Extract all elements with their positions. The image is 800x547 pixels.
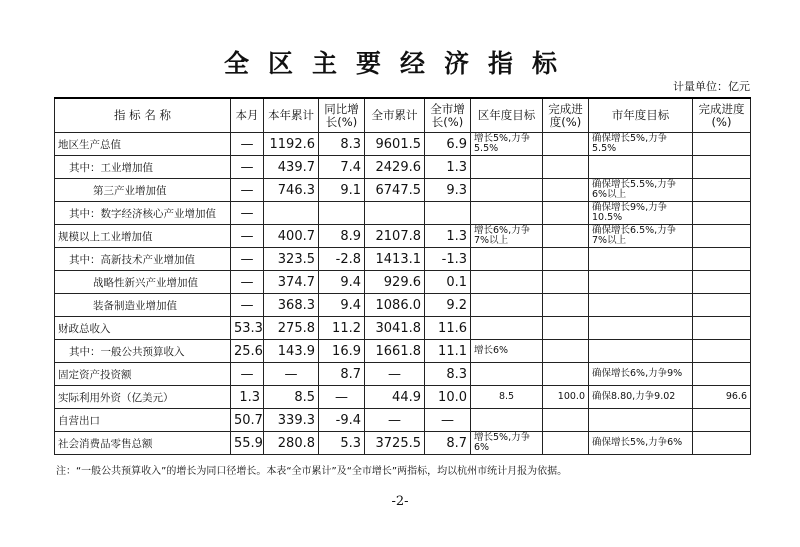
- header-cell: 本年累计: [264, 98, 319, 133]
- header-cell: 市年度目标: [589, 98, 693, 133]
- unit-label: 计量单位：亿元: [673, 80, 750, 93]
- table-cell: 1086.0: [365, 294, 425, 317]
- table-cell: 1.3: [231, 386, 264, 409]
- table-cell: 3041.8: [365, 317, 425, 340]
- table-cell: —: [231, 225, 264, 248]
- table-cell: [471, 363, 543, 386]
- table-row: [55, 248, 751, 271]
- table-cell: [319, 202, 365, 225]
- table-cell: 8.7: [319, 363, 365, 386]
- table-cell: [543, 248, 589, 271]
- table-cell: 8.9: [319, 225, 365, 248]
- table-cell: -1.3: [425, 248, 471, 271]
- table-cell: 55.9: [231, 432, 264, 455]
- table-cell: -2.8: [319, 248, 365, 271]
- header-cell: 完成进度(%): [693, 98, 751, 133]
- table-cell: 确保增长9%,力争10.5%: [589, 202, 693, 225]
- table-cell: [543, 409, 589, 432]
- table-cell: [471, 409, 543, 432]
- table-cell: [543, 271, 589, 294]
- indicator-name: 第三产业增加值: [55, 179, 231, 202]
- table-cell: 280.8: [264, 432, 319, 455]
- indicator-name: 实际利用外资（亿美元）: [55, 386, 231, 409]
- table-cell: 16.9: [319, 340, 365, 363]
- indicator-name: 战略性新兴产业增加值: [55, 271, 231, 294]
- table-cell: [589, 248, 693, 271]
- table-cell: —: [231, 363, 264, 386]
- table-cell: [471, 317, 543, 340]
- table-cell: [693, 363, 751, 386]
- indicator-name: 地区生产总值: [55, 133, 231, 156]
- table-cell: 增长5%,力争5.5%: [471, 133, 543, 156]
- table-cell: [693, 133, 751, 156]
- table-cell: 2107.8: [365, 225, 425, 248]
- table-row: [55, 156, 751, 179]
- indicator-name: 其中：数字经济核心产业增加值: [55, 202, 231, 225]
- table-cell: —: [231, 248, 264, 271]
- table-cell: [543, 317, 589, 340]
- table-cell: 1192.6: [264, 133, 319, 156]
- page-title: 全区主要经济指标: [223, 49, 576, 78]
- table-cell: [543, 363, 589, 386]
- table-cell: 400.7: [264, 225, 319, 248]
- table-cell: 25.6: [231, 340, 264, 363]
- table-body: [55, 133, 751, 455]
- table-cell: [365, 202, 425, 225]
- table-cell: —: [231, 179, 264, 202]
- table-cell: 11.6: [425, 317, 471, 340]
- indicator-name: 其中：高新技术产业增加值: [55, 248, 231, 271]
- table-cell: -9.4: [319, 409, 365, 432]
- table-cell: 8.5: [264, 386, 319, 409]
- table-cell: —: [231, 156, 264, 179]
- table-cell: 增长5%,力争6%: [471, 432, 543, 455]
- table-cell: [693, 202, 751, 225]
- table-cell: 50.7: [231, 409, 264, 432]
- table-cell: 9.4: [319, 271, 365, 294]
- table-cell: 8.7: [425, 432, 471, 455]
- table-row: [55, 271, 751, 294]
- table-cell: 确保8.80,力争9.02: [589, 386, 693, 409]
- footnote: 注：“一般公共预算收入”的增长为同口径增长。本表“全市累计”及“全市增长”两指标，均以杭州市统计月报为依据。: [56, 466, 568, 477]
- table-cell: —: [425, 409, 471, 432]
- table-cell: 439.7: [264, 156, 319, 179]
- table-row: [55, 432, 751, 455]
- table-cell: [693, 432, 751, 455]
- table-cell: 增长6%,力争7%以上: [471, 225, 543, 248]
- table-row: [55, 317, 751, 340]
- table-cell: 44.9: [365, 386, 425, 409]
- table-cell: [471, 179, 543, 202]
- table-cell: —: [231, 133, 264, 156]
- table-cell: 339.3: [264, 409, 319, 432]
- indicator-name: 规模以上工业增加值: [55, 225, 231, 248]
- table-cell: 11.2: [319, 317, 365, 340]
- table-cell: 确保增长6.5%,力争7%以上: [589, 225, 693, 248]
- table-cell: [543, 179, 589, 202]
- table-cell: 8.5: [471, 386, 543, 409]
- table-cell: 确保增长5.5%,力争6%以上: [589, 179, 693, 202]
- table-cell: —: [231, 202, 264, 225]
- table-cell: [543, 340, 589, 363]
- table-cell: —: [264, 363, 319, 386]
- table-cell: [543, 294, 589, 317]
- table-cell: 3725.5: [365, 432, 425, 455]
- table-cell: [589, 294, 693, 317]
- table-cell: 96.6: [693, 386, 751, 409]
- header-cell: 同比增长(%): [319, 98, 365, 133]
- table-cell: 2429.6: [365, 156, 425, 179]
- table-cell: 9.1: [319, 179, 365, 202]
- table-cell: 确保增长5%,力争5.5%: [589, 133, 693, 156]
- header-cell: 区年度目标: [471, 98, 543, 133]
- table-cell: 9601.5: [365, 133, 425, 156]
- table-cell: 9.4: [319, 294, 365, 317]
- table-cell: 53.3: [231, 317, 264, 340]
- table-cell: 100.0: [543, 386, 589, 409]
- table-cell: [471, 294, 543, 317]
- table-cell: 9.2: [425, 294, 471, 317]
- table-row: [55, 294, 751, 317]
- table-cell: [425, 202, 471, 225]
- table-cell: [693, 248, 751, 271]
- indicator-name: 其中：工业增加值: [55, 156, 231, 179]
- table-cell: [543, 202, 589, 225]
- table-cell: —: [365, 363, 425, 386]
- table-row: [55, 386, 751, 409]
- table-cell: 1.3: [425, 225, 471, 248]
- indicator-name: 社会消费品零售总额: [55, 432, 231, 455]
- table-row: [55, 179, 751, 202]
- table-row: [55, 202, 751, 225]
- table-cell: 增长6%: [471, 340, 543, 363]
- table-cell: 1.3: [425, 156, 471, 179]
- table-cell: 8.3: [425, 363, 471, 386]
- table-cell: [589, 271, 693, 294]
- table-cell: 746.3: [264, 179, 319, 202]
- table-cell: 确保增长5%,力争6%: [589, 432, 693, 455]
- indicator-name: 装备制造业增加值: [55, 294, 231, 317]
- table-cell: —: [231, 294, 264, 317]
- table-cell: [589, 409, 693, 432]
- indicator-name: 其中：一般公共预算收入: [55, 340, 231, 363]
- table-cell: 5.3: [319, 432, 365, 455]
- table-cell: 6.9: [425, 133, 471, 156]
- table-row: [55, 340, 751, 363]
- table-cell: 确保增长6%,力争9%: [589, 363, 693, 386]
- table-cell: 143.9: [264, 340, 319, 363]
- table-cell: [471, 248, 543, 271]
- table-cell: [471, 156, 543, 179]
- table-cell: —: [231, 271, 264, 294]
- table-row: [55, 133, 751, 156]
- table-cell: [693, 271, 751, 294]
- table-cell: [543, 225, 589, 248]
- table-cell: 275.8: [264, 317, 319, 340]
- table-cell: 9.3: [425, 179, 471, 202]
- table-cell: —: [365, 409, 425, 432]
- table-cell: [264, 202, 319, 225]
- table-cell: [589, 156, 693, 179]
- table-cell: 1413.1: [365, 248, 425, 271]
- table-cell: [543, 133, 589, 156]
- table-cell: 374.7: [264, 271, 319, 294]
- table-cell: 1661.8: [365, 340, 425, 363]
- table-cell: [693, 225, 751, 248]
- table-cell: [693, 317, 751, 340]
- table-cell: [543, 156, 589, 179]
- indicator-table: [54, 97, 751, 455]
- table-cell: 10.0: [425, 386, 471, 409]
- header-cell: 本月: [231, 98, 264, 133]
- indicator-name: 财政总收入: [55, 317, 231, 340]
- table-cell: —: [319, 386, 365, 409]
- table-cell: [589, 340, 693, 363]
- table-cell: 11.1: [425, 340, 471, 363]
- indicator-name: 自营出口: [55, 409, 231, 432]
- table-row: [55, 363, 751, 386]
- header-cell: 指 标 名 称: [55, 98, 231, 133]
- indicator-name: 固定资产投资额: [55, 363, 231, 386]
- table-cell: [471, 271, 543, 294]
- table-cell: [693, 156, 751, 179]
- table-cell: 7.4: [319, 156, 365, 179]
- table-cell: [589, 317, 693, 340]
- header-cell: 全市累计: [365, 98, 425, 133]
- table-header: [55, 98, 751, 133]
- table-row: [55, 409, 751, 432]
- table-cell: 323.5: [264, 248, 319, 271]
- table-cell: [471, 202, 543, 225]
- table-cell: 929.6: [365, 271, 425, 294]
- table-cell: 8.3: [319, 133, 365, 156]
- table-cell: 6747.5: [365, 179, 425, 202]
- table-cell: 0.1: [425, 271, 471, 294]
- table-row: [55, 225, 751, 248]
- page-number: -2-: [391, 494, 409, 509]
- table-cell: [693, 294, 751, 317]
- header-cell: 完成进度(%): [543, 98, 589, 133]
- table-cell: [693, 340, 751, 363]
- table-cell: 368.3: [264, 294, 319, 317]
- table-cell: [543, 432, 589, 455]
- table-cell: [693, 409, 751, 432]
- header-cell: 全市增长(%): [425, 98, 471, 133]
- table-cell: [693, 179, 751, 202]
